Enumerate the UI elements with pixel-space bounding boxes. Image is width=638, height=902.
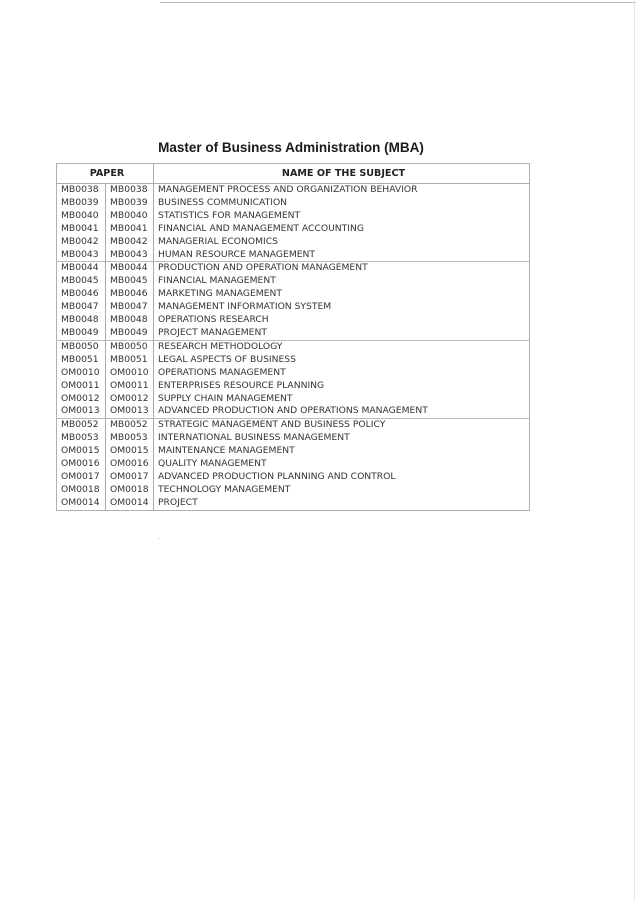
- paper-code-alt-cell: MB0039: [106, 197, 154, 210]
- subject-name-cell: STATISTICS FOR MANAGEMENT: [158, 209, 301, 221]
- page-title: Master of Business Administration (MBA): [158, 140, 424, 155]
- subject-name-cell: BUSINESS COMMUNICATION: [158, 196, 288, 208]
- paper-code-alt-cell: MB0050: [106, 340, 154, 353]
- subject-name-cell: FINANCIAL MANAGEMENT: [158, 275, 276, 287]
- table-row: [57, 393, 530, 406]
- header-row: [57, 164, 530, 184]
- subjects-table: [56, 163, 530, 511]
- table-header: [57, 164, 530, 184]
- paper-code-alt-cell: MB0052: [106, 419, 154, 432]
- paper-code-cell: MB0038: [57, 184, 106, 197]
- paper-code-cell: OM0012: [57, 393, 106, 406]
- paper-column-header: PAPER: [57, 164, 154, 184]
- subject-name-cell: MANAGEMENT INFORMATION SYSTEM: [158, 301, 332, 313]
- table-row: [57, 275, 530, 288]
- paper-code-alt-cell: MB0051: [106, 354, 154, 367]
- subject-name-cell: HUMAN RESOURCE MANAGEMENT: [158, 248, 316, 260]
- table-row: [57, 458, 530, 471]
- paper-code-alt-cell: MB0048: [106, 314, 154, 327]
- table-row: [57, 380, 530, 393]
- subject-name-cell: SUPPLY CHAIN MANAGEMENT: [158, 392, 293, 404]
- subject-name-cell: INTERNATIONAL BUSINESS MANAGEMENT: [158, 432, 350, 444]
- subject-name-cell: PROJECT MANAGEMENT: [158, 326, 267, 338]
- subject-name-cell: OPERATIONS RESEARCH: [158, 314, 269, 326]
- paper-code-cell: OM0018: [57, 484, 106, 497]
- table-row: [57, 432, 530, 445]
- paper-code-cell: MB0043: [57, 249, 106, 262]
- table-row: [57, 327, 530, 340]
- paper-code-cell: OM0010: [57, 367, 106, 380]
- paper-code-cell: MB0045: [57, 275, 106, 288]
- paper-code-alt-cell: MB0053: [106, 432, 154, 445]
- table-row: [57, 223, 530, 236]
- paper-code-cell: OM0011: [57, 380, 106, 393]
- paper-code-alt-cell: MB0045: [106, 275, 154, 288]
- paper-code-alt-cell: MB0041: [106, 223, 154, 236]
- table-row: [57, 184, 530, 197]
- subject-name-cell: ADVANCED PRODUCTION PLANNING AND CONTROL: [158, 470, 396, 482]
- subject-name-cell: PROJECT: [158, 496, 198, 508]
- table-row: [57, 301, 530, 314]
- table-row: [57, 484, 530, 497]
- page-right-edge: [634, 0, 635, 902]
- subject-name-cell: ADVANCED PRODUCTION AND OPERATIONS MANAGEMENT: [158, 405, 428, 417]
- subject-name-cell: OPERATIONS MANAGEMENT: [158, 366, 286, 378]
- table-row: [57, 367, 530, 380]
- table-row: [57, 445, 530, 458]
- table-row: [57, 471, 530, 484]
- subject-name-cell: LEGAL ASPECTS OF BUSINESS: [158, 353, 296, 365]
- subject-name-cell: RESEARCH METHODOLOGY: [154, 340, 530, 353]
- table-row: [57, 340, 530, 353]
- table-row: [57, 236, 530, 249]
- paper-code-alt-cell: OM0018: [106, 484, 154, 497]
- paper-code-alt-cell: OM0014: [106, 497, 154, 510]
- paper-code-alt-cell: MB0049: [106, 327, 154, 340]
- paper-code-cell: MB0047: [57, 301, 106, 314]
- paper-code-alt-cell: OM0017: [106, 471, 154, 484]
- paper-code-alt-cell: MB0038: [106, 184, 154, 197]
- paper-code-alt-cell: MB0042: [106, 236, 154, 249]
- subject-name-cell: QUALITY MANAGEMENT: [158, 458, 267, 470]
- subject-name-cell: MAINTENANCE MANAGEMENT: [158, 445, 295, 457]
- paper-code-alt-cell: OM0011: [106, 380, 154, 393]
- subject-name-cell: ENTERPRISES RESOURCE PLANNING: [158, 379, 325, 391]
- subject-name-cell: MANAGERIAL ECONOMICS: [158, 235, 278, 247]
- table-row: [57, 249, 530, 262]
- paper-code-alt-cell: OM0015: [106, 445, 154, 458]
- paper-code-alt-cell: MB0044: [106, 262, 154, 275]
- paper-code-cell: MB0052: [57, 419, 106, 432]
- paper-code-cell: OM0017: [57, 471, 106, 484]
- table-row: [57, 405, 530, 418]
- paper-code-cell: MB0048: [57, 314, 106, 327]
- paper-code-cell: OM0015: [57, 445, 106, 458]
- paper-code-alt-cell: MB0046: [106, 288, 154, 301]
- paper-code-cell: OM0013: [57, 405, 106, 418]
- table-row: [57, 210, 530, 223]
- subject-name-cell: TECHNOLOGY MANAGEMENT: [158, 483, 291, 495]
- paper-code-alt-cell: MB0047: [106, 301, 154, 314]
- subject-name-cell: MANAGEMENT PROCESS AND ORGANIZATION BEHAVIOR: [158, 184, 418, 195]
- paper-code-alt-cell: OM0012: [106, 393, 154, 406]
- paper-code-cell: MB0039: [57, 197, 106, 210]
- subject-name-cell: PRODUCTION AND OPERATION MANAGEMENT: [154, 262, 530, 275]
- paper-code-cell: MB0050: [57, 340, 106, 353]
- paper-code-cell: MB0044: [57, 262, 106, 275]
- table-row: [57, 354, 530, 367]
- paper-code-cell: OM0016: [57, 458, 106, 471]
- page-top-edge: [160, 2, 636, 3]
- scan-speck: [158, 538, 160, 539]
- table-row: [57, 262, 530, 275]
- paper-code-cell: MB0042: [57, 236, 106, 249]
- table-row: [57, 314, 530, 327]
- subject-name-cell: MARKETING MANAGEMENT: [158, 288, 283, 300]
- paper-code-alt-cell: MB0043: [106, 249, 154, 262]
- subject-name-cell: FINANCIAL AND MANAGEMENT ACCOUNTING: [158, 222, 364, 234]
- paper-code-alt-cell: OM0013: [106, 405, 154, 418]
- paper-code-cell: MB0053: [57, 432, 106, 445]
- table-row: [57, 197, 530, 210]
- table-row: [57, 288, 530, 301]
- paper-code-cell: MB0049: [57, 327, 106, 340]
- table-row: [57, 497, 530, 510]
- paper-code-cell: MB0046: [57, 288, 106, 301]
- subject-column-header: NAME OF THE SUBJECT: [154, 164, 530, 184]
- paper-code-alt-cell: OM0016: [106, 458, 154, 471]
- paper-code-alt-cell: OM0010: [106, 367, 154, 380]
- table-row: [57, 419, 530, 432]
- paper-code-alt-cell: MB0040: [106, 210, 154, 223]
- paper-code-cell: MB0051: [57, 354, 106, 367]
- subject-name-cell: STRATEGIC MANAGEMENT AND BUSINESS POLICY: [154, 419, 530, 432]
- paper-code-cell: OM0014: [57, 497, 106, 510]
- paper-code-cell: MB0040: [57, 210, 106, 223]
- table-body: [57, 184, 530, 511]
- paper-code-cell: MB0041: [57, 223, 106, 236]
